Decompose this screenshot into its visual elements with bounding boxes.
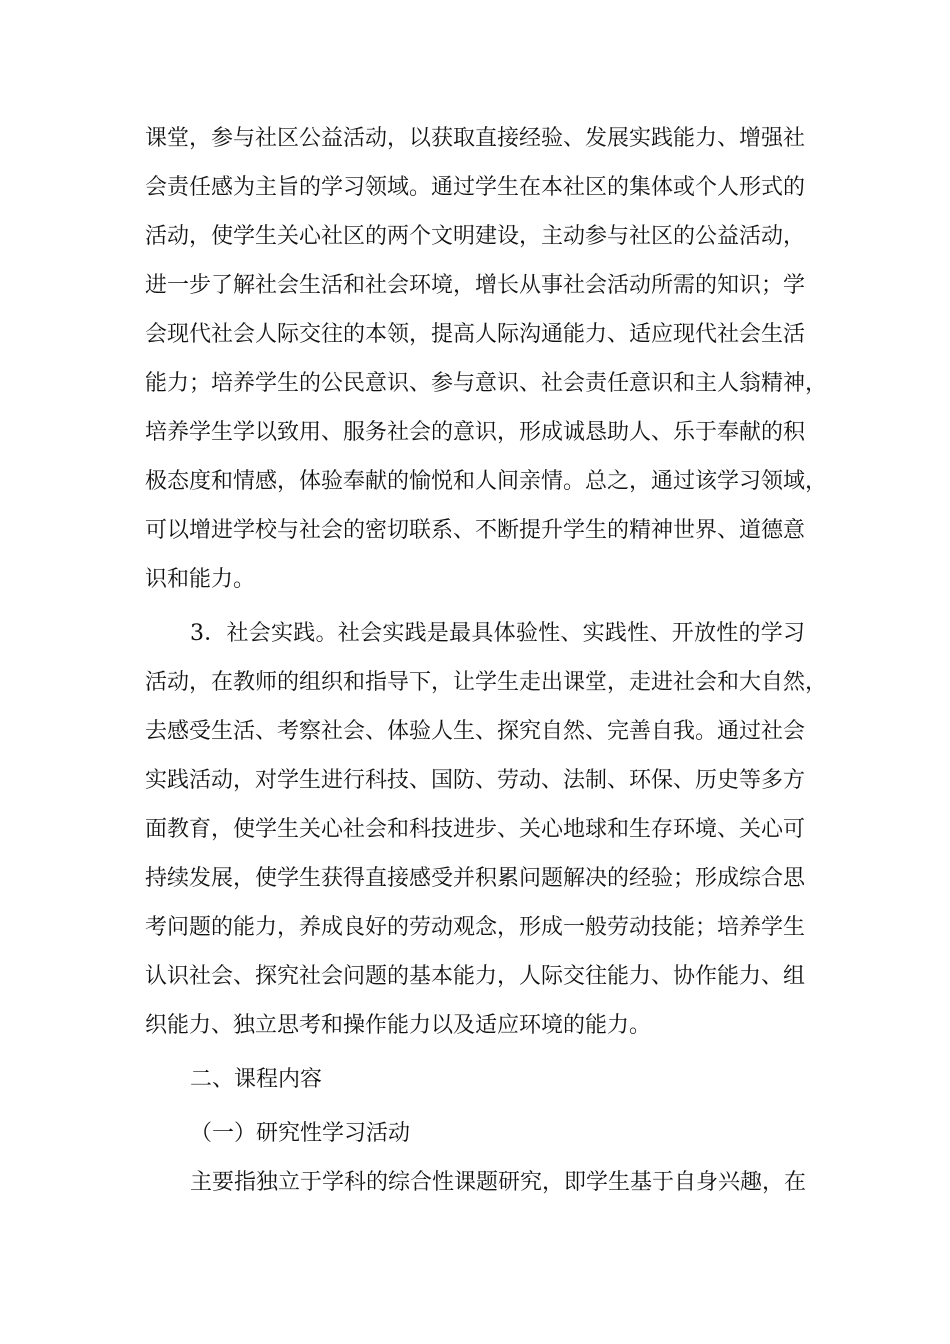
para2-line-4: 实践活动，对学生进行科技、国防、劳动、法制、环保、历史等多方 (145, 768, 806, 793)
para2-line-6: 持续发展，使学生获得直接感受并积累问题解决的经验；形成综合思 (145, 866, 806, 891)
para2-line-5: 面教育，使学生关心社会和科技进步、关心地球和生存环境、关心可 (145, 817, 806, 842)
para3-first-line: 主要指独立于学科的综合性课题研究，即学生基于自身兴趣，在 (190, 1170, 807, 1195)
para1-line-2: 会责任感为主旨的学习领域。通过学生在本社区的集体或个人形式的 (145, 175, 806, 200)
para2-line-7: 考问题的能力，养成良好的劳动观念，形成一般劳动技能；培养学生 (145, 915, 806, 940)
subsection-heading: （一）研究性学习活动 (190, 1121, 411, 1146)
para1-line-4: 进一步了解社会生活和社会环境，增长从事社会活动所需的知识；学 (145, 273, 806, 298)
para1-line-10: 识和能力。 (145, 567, 256, 592)
para2-line-9: 织能力、独立思考和操作能力以及适应环境的能力。 (145, 1013, 652, 1038)
para2-line-8: 认识社会、探究社会问题的基本能力，人际交往能力、协作能力、组 (145, 964, 806, 989)
para1-line-8: 极态度和情感，体验奉献的愉悦和人间亲情。总之，通过该学习领域， (145, 469, 828, 494)
para1-line-7: 培养学生学以致用、服务社会的意识，形成诚恳助人、乐于奉献的积 (145, 420, 806, 445)
para2-line-2: 活动，在教师的组织和指导下，让学生走出课堂，走进社会和大自然， (145, 670, 828, 695)
para1-line-5: 会现代社会人际交往的本领，提高人际沟通能力、适应现代社会生活 (145, 322, 806, 347)
section-heading: 二、课程内容 (190, 1067, 323, 1092)
para1-line-6: 能力；培养学生的公民意识、参与意识、社会责任意识和主人翁精神， (145, 371, 828, 396)
para1-line-9: 可以增进学校与社会的密切联系、不断提升学生的精神世界、道德意 (145, 518, 806, 543)
para1-line-3: 活动，使学生关心社区的两个文明建设，主动参与社区的公益活动， (145, 224, 806, 249)
para2-first-line: 3．社会实践。社会实践是最具体验性、实践性、开放性的学习 (190, 621, 805, 646)
para1-line-1: 课堂，参与社区公益活动，以获取直接经验、发展实践能力、增强社 (145, 126, 806, 151)
para2-line-3: 去感受生活、考察社会、体验人生、探究自然、完善自我。通过社会 (145, 719, 806, 744)
